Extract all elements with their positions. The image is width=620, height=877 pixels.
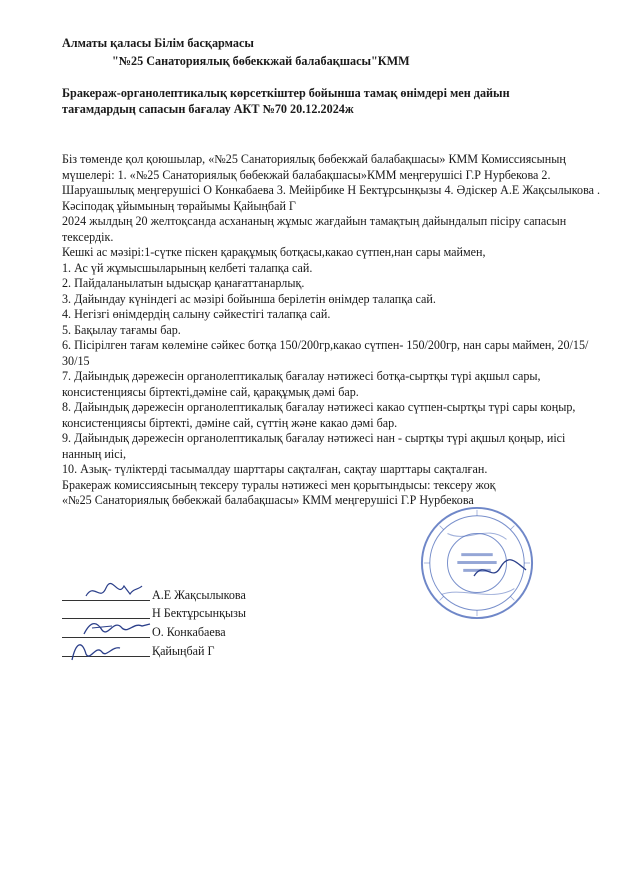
paragraph-item-9: 9. Дайындық дәрежесін органолептикалық бағалау нәтижесі нан - сыртқы түрі ақшыл қоңыр, иісі нанның иісі,	[62, 431, 566, 461]
paragraph-menu: Кешкі ас мәзірі:1-сүтке піскен қарақұмық ботқасы,какао сүтпен,нан сары маймен,	[62, 245, 486, 259]
signature-name: А.Е Жақсылыкова	[152, 588, 246, 602]
paragraph-item-8: 8. Дайындық дәрежесін органолептикалық бағалау нәтижесі какао сүтпен-сыртқы түрі сары коңыр, консистенциясы біртекті, дәміне сай, сүттің және какао дәмі бар.	[62, 400, 576, 430]
header-line-1: Алматы қаласы Білім басқармасы	[62, 36, 254, 50]
paragraph-item-2: 2. Пайдаланылатын ыдысқар қанағаттанарлық.	[62, 276, 305, 290]
signature-name: Н Бектұрсынқызы	[152, 606, 247, 620]
signature-name: О. Конкабаева	[152, 625, 226, 639]
paragraph-item-5: 5. Бақылау тағамы бар.	[62, 322, 181, 337]
handwritten-signature-2	[82, 616, 152, 640]
act-body	[62, 152, 602, 509]
paragraph-item-1: 1. Ас үй жұмысшыларының келбеті талапқа сай.	[62, 260, 313, 275]
header-line-4: тағамдардың сапасын бағалау АКТ №70 20.12.2024ж	[62, 102, 354, 116]
handwritten-signature-3	[68, 638, 124, 664]
header-line-3: Бракераж-органолептикалық көрсеткіштер бойынша тамақ өнімдері мен дайын	[62, 86, 510, 100]
paragraph-item-10: 10. Азық- түліктерді тасымалдау шарттары сақталған, сақтау шарттары сақталған.	[62, 462, 488, 476]
paragraph-conclusion: Бракераж комиссиясының тексеру туралы нәтижесі мен қорытындысы: тексеру жоқ	[62, 477, 496, 492]
director-signature	[470, 556, 530, 586]
paragraph-item-4: 4. Негізгі өнімдердің салыну сәйкестігі талапқа сай.	[62, 307, 331, 321]
paragraph-item-6: 6. Пісірілген тағам көлеміне сәйкес ботқа 150/200гр,какао сүтпен- 150/200гр, нан сары маймен, 20/15/ 30/15	[62, 338, 589, 368]
paragraph-director: «№25 Санаториялық бөбекжай балабақшасы» КММ меңгерушісі Г.Р Нурбекова	[62, 493, 474, 507]
paragraph-item-3: 3. Дайындау күніндегі ас мәзірі бойынша берілетін өнімдер талапқа сай.	[62, 291, 436, 306]
header-line-2: "№25 Санаториялық бөбеккжай балабақшасы"КММ	[112, 54, 410, 68]
handwritten-signature-1	[84, 580, 144, 602]
paragraph-commission: Біз төменде қол қоюшылар, «№25 Санаториялық бөбекжай балабақшасы» КММ Комиссиясының мүшелері: 1. «№25 Санаториялық бөбекжай балабақшасы»КММ меңгерушісі Г.Р Нурбекова 2. Шаруашылық меңгерушісі О Конкабаева 3. Мейірбике Н Бектұрсынқызы 4. Әдіскер А.Е Жақсылыкова . Кәсіподақ ұйымының төрайымы Қайыңбай Г	[62, 152, 601, 213]
paragraph-item-7: 7. Дайындық дәрежесін органолептикалық бағалау нәтижесі ботқа-сыртқы түрі ақшыл сары, консистенциясы біртекті,дәміне сай, қарақұмық дәмі бар.	[62, 369, 541, 399]
signature-name: Қайыңбай Г	[152, 644, 215, 658]
paragraph-date: 2024 жылдың 20 желтоқсанда асхананың жұмыс жағдайын тамақтың дайындалып пісіру сапасын тексердік.	[62, 214, 567, 244]
